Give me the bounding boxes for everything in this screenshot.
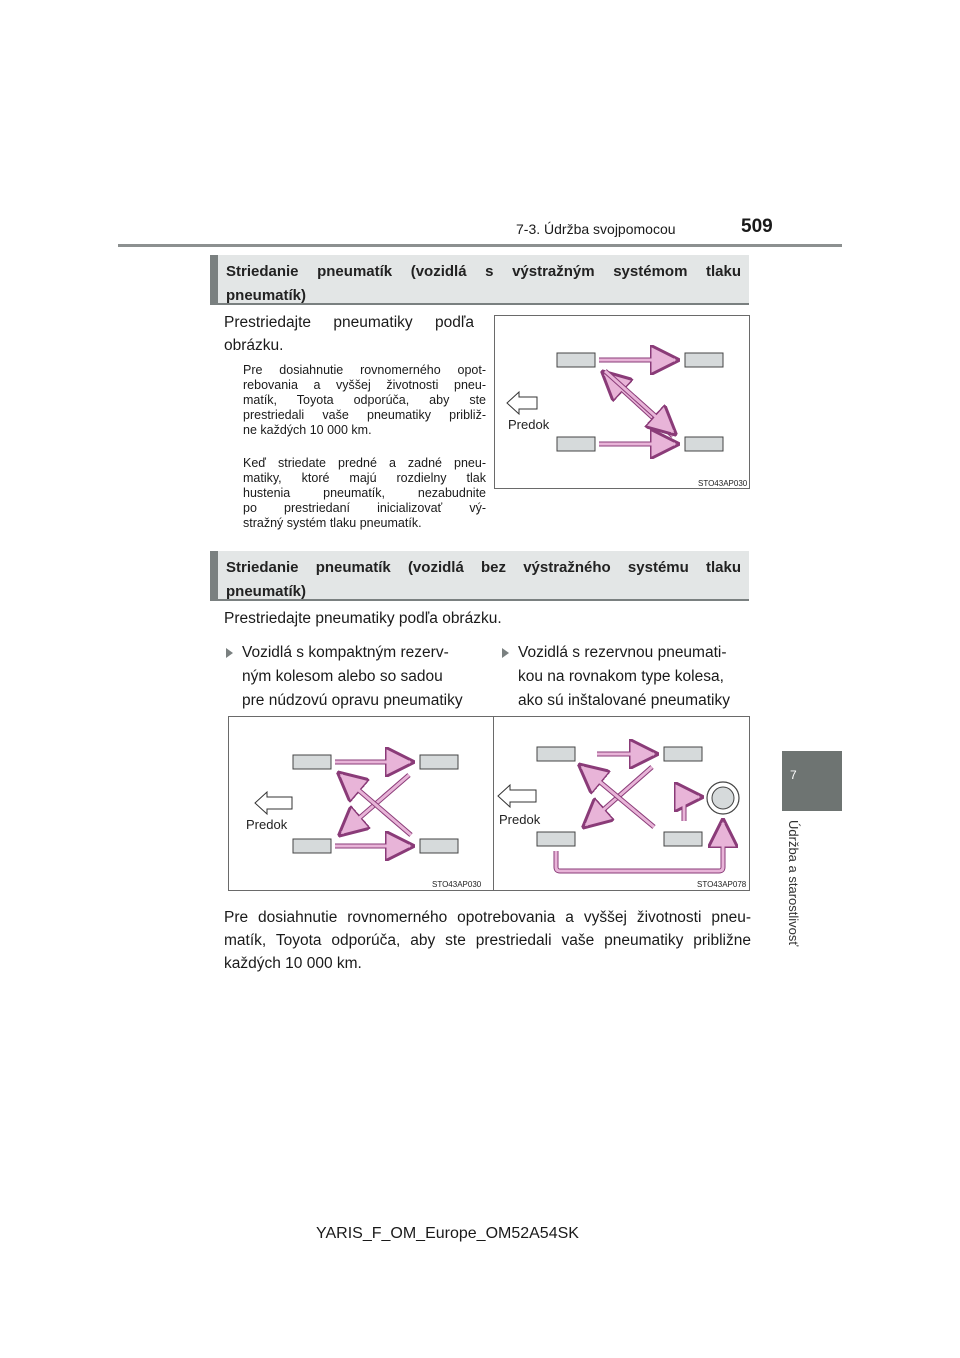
section1-heading-line1: Striedanie pneumatík (vozidlá s výstražným systémom tlaku — [226, 263, 741, 280]
section1-note2 — [243, 456, 486, 531]
rotation-figure-3 — [493, 716, 750, 891]
note-line: po prestriedaní inicializovať vý- — [243, 501, 486, 515]
bullet-triangle-icon — [226, 648, 233, 658]
section1-intro — [224, 311, 474, 357]
front-direction-icon — [507, 392, 537, 414]
arrow-diag-down-fill — [605, 371, 673, 432]
note-line: stražný systém tlaku pneumatík. — [243, 516, 422, 530]
section2-intro: Prestriedajte pneumatiky podľa obrázku. — [224, 610, 502, 627]
bullet-line: ným kolesom alebo so sadou — [242, 668, 443, 685]
document-id: YARIS_F_OM_Europe_OM52A54SK — [316, 1225, 579, 1242]
tire-rear-right — [420, 839, 458, 853]
tire-rear-right — [685, 437, 723, 451]
section1-note1 — [243, 363, 486, 438]
figure-code: STO43AP030 — [432, 880, 482, 889]
note-line: hustenia pneumatík, nezabudnite — [243, 486, 486, 500]
intro-line: Prestriedajte pneumatiky podľa — [224, 314, 474, 331]
bullet-triangle-icon — [502, 648, 509, 658]
chapter-tab — [782, 751, 842, 811]
tire-front-right — [420, 755, 458, 769]
bullet-line: pre núdzovú opravu pneumatiky — [242, 692, 463, 709]
rotation-figure-2 — [228, 716, 494, 891]
front-label: Predok — [508, 417, 550, 432]
front-label: Predok — [499, 812, 541, 827]
closing-line: každých 10 000 km. — [224, 955, 362, 972]
closing-line: matík, Toyota odporúča, aby ste prestriedali vaše pneumatiky približne — [224, 932, 751, 949]
bullet-line: Vozidlá s rezervnou pneumati- — [518, 644, 727, 661]
note-line: ne každých 10 000 km. — [243, 423, 372, 437]
tire-front-left — [537, 747, 575, 761]
section-title: 7-3. Údržba svojpomocou — [516, 221, 676, 237]
figure-code: STO43AP030 — [698, 479, 748, 488]
rotation-diagram-svg — [494, 717, 751, 892]
rotation-diagram-svg — [495, 316, 751, 490]
section2-heading — [210, 551, 749, 601]
section1-heading-line2: pneumatík) — [226, 287, 307, 304]
arrow-loop-fill — [556, 823, 723, 871]
note-line: matík, Toyota odporúča, aby ste — [243, 393, 486, 407]
arrow-loop — [556, 823, 723, 871]
closing-paragraph — [224, 906, 751, 975]
bullet-compact-spare — [226, 641, 488, 713]
note-line: rebovania a vyššej životnosti pneu- — [243, 378, 486, 392]
header-rule — [118, 244, 842, 247]
front-direction-icon — [498, 785, 536, 807]
note-line: Pre dosiahnutie rovnomerného opot- — [243, 363, 486, 377]
chapter-label: Údržba a starostlivosť — [786, 820, 801, 947]
bullet-line: ako sú inštalované pneumatiky — [518, 692, 730, 709]
arrow-to-spare — [684, 797, 699, 821]
closing-line: Pre dosiahnutie rovnomerného opotrebovania a vyššej životnosti pneu- — [224, 909, 751, 926]
section1-heading — [210, 255, 749, 305]
tire-front-left — [293, 755, 331, 769]
tire-front-left — [557, 353, 595, 367]
tire-rear-left — [557, 437, 595, 451]
section2-heading-line2: pneumatík) — [226, 583, 307, 600]
bullet-full-spare — [502, 641, 752, 713]
figure-code: STO43AP078 — [697, 880, 747, 889]
tire-front-right — [664, 747, 702, 761]
bullet-line: kou na rovnakom type kolesa, — [518, 668, 724, 685]
bullet-line: Vozidlá s kompaktným rezerv- — [242, 644, 449, 661]
page-number: 509 — [741, 216, 773, 237]
section2-heading-line1: Striedanie pneumatík (vozidlá bez výstražného systému tlaku — [226, 559, 741, 576]
tire-front-right — [685, 353, 723, 367]
intro-line: obrázku. — [224, 337, 284, 354]
note-line: matiky, ktoré majú rozdielny tlak — [243, 471, 486, 485]
tire-rear-left — [537, 832, 575, 846]
note-line: prestriedali vaše pneumatiky približ- — [243, 408, 486, 422]
front-label: Predok — [246, 817, 288, 832]
note-line: Keď striedate predné a zadné pneu- — [243, 456, 486, 470]
spare-tire-rim — [712, 787, 734, 809]
tire-rear-right — [664, 832, 702, 846]
chapter-label-container — [779, 820, 819, 970]
tire-rear-left — [293, 839, 331, 853]
rotation-diagram-svg — [229, 717, 495, 892]
chapter-number: 7 — [790, 768, 797, 782]
rotation-figure-1 — [494, 315, 750, 489]
front-direction-icon — [255, 792, 292, 814]
